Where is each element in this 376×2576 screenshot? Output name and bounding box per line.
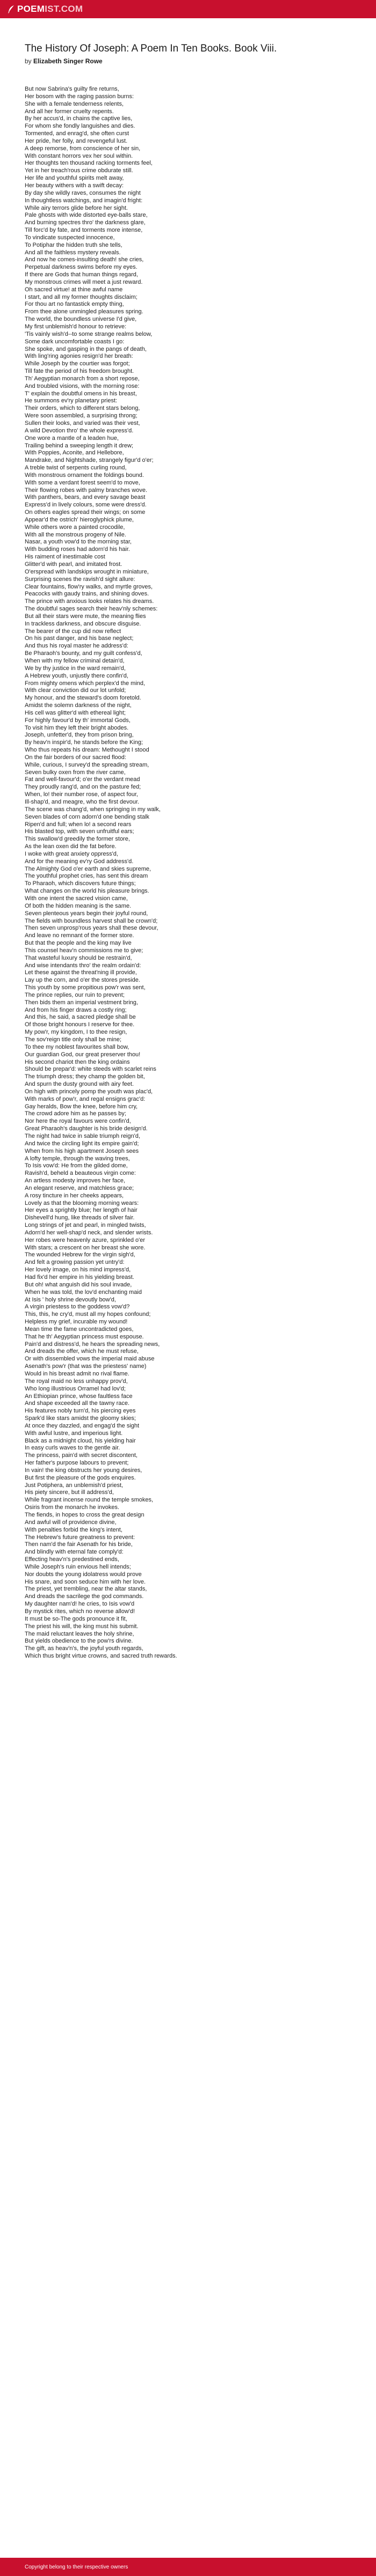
poem-line: Perpetual darkness swims before my eyes.: [25, 264, 138, 271]
poem-line: And from his finger draws a costly ring;: [25, 1006, 127, 1013]
poem-line: A treble twist of serpents curling round,: [25, 465, 127, 472]
poem-line: My pow'r, my kingdom, I to thee resign,: [25, 1029, 127, 1036]
poem-line: But oh! what anguish did his soul invade,: [25, 1281, 132, 1288]
poem-line: 'Tis vainly wish'd--to some strange realms below,: [25, 330, 153, 337]
poem-line: Were soon assembled, a surprising throng;: [25, 413, 138, 419]
poem-line: Her thoughts ten thousand racking torments feel,: [25, 160, 153, 167]
poem-line: A wild Devotion thro' the whole express'd.: [25, 427, 134, 434]
poem-line: Helpless my grief, incurable my wound!: [25, 1319, 128, 1326]
poem-line: At once they dazzled, and engag'd the sight: [25, 1422, 140, 1429]
poem-line: This counsel heav'n commissions me to give;: [25, 947, 143, 954]
poem-line: She spoke, and gasping in the pangs of death,: [25, 345, 147, 352]
poem-line: With constant horrors vex her soul within.: [25, 152, 133, 159]
poem-line: With marks of pow'r, and regal ensigns grac'd:: [25, 1095, 146, 1102]
poem-line: Tormented, and enrag'd, she often curst: [25, 130, 129, 137]
poem-line: Trailing behind a sweeping length it drew;: [25, 442, 133, 449]
poem-line: And spurn the dusty ground with airy feet.: [25, 1081, 134, 1088]
poem-line: While, curious, I survey'd the spreading stream,: [25, 761, 149, 768]
poem-line: The priest his will, the king must his submit.: [25, 1623, 139, 1630]
poem-line: Of those bright honours I reserve for thee.: [25, 1021, 135, 1028]
poem-line: And dreads the sacrilege the god commands.: [25, 1593, 144, 1600]
logo-text-main: POEM: [17, 4, 45, 14]
poem-line: When, lo! their number rose, of aspect four,: [25, 791, 138, 798]
poem-line: Appear'd the ostrich' hieroglyphick plume,: [25, 516, 134, 523]
poem-line: Black as a midnight cloud, his yielding hair: [25, 1437, 136, 1444]
poem-line: Express'd in lively colours, some were dress'd.: [25, 502, 147, 509]
poem-line: Great Pharaoh's daughter is his bride design'd.: [25, 1125, 148, 1132]
poem-line: With clear conviction did our lot unfold;: [25, 687, 126, 694]
poem-line: Her father's purpose labours to prevent;: [25, 1460, 129, 1467]
poem-line: In easy curls waves to the gentle air.: [25, 1445, 120, 1452]
poem-line: Would in his breast admit no rival flame.: [25, 1370, 129, 1377]
poem-line: His cell was glitter'd with ethereal light;: [25, 709, 126, 716]
poem-line: When with my fellow criminal detain'd,: [25, 657, 125, 664]
poem-line: An elegant reserve, and matchless grace;: [25, 1184, 134, 1191]
poem-line: And awful will of providence divine,: [25, 1519, 117, 1526]
poem-line: One wore a mantle of a leaden hue,: [25, 435, 119, 441]
poem-line: But first the pleasure of the gods enquires.: [25, 1474, 136, 1481]
poem-line: Effecting heav'n's predestined ends,: [25, 1556, 119, 1563]
poem-line: Her robes were heavenly azure, sprinkled o'er: [25, 1237, 146, 1243]
poem-line: And all the faithless mystery reveals.: [25, 249, 121, 256]
poem-line: Her life and youthful spirits melt away,: [25, 175, 124, 182]
poem-line: Or with dissembled vows the imperial maid abuse: [25, 1356, 155, 1363]
poem-line: Spark'd like stars amidst the gloomy skies;: [25, 1415, 136, 1422]
poem-line: What changes on the world his pleasure brings.: [25, 888, 149, 895]
poem-line: Pale ghosts with wide distorted eye-balls stare,: [25, 212, 148, 219]
poem-line: Th' Aegyptian monarch from a short repose,: [25, 375, 140, 382]
poem-line: While others wore a painted crocodile,: [25, 524, 125, 531]
poem-line: And dreads the offer, which he must refuse,: [25, 1348, 139, 1355]
poem-line: Oh sacred virtue! at thine awful name: [25, 286, 123, 293]
poem-line: On his past danger, and his base neglect;: [25, 635, 134, 642]
poem-line: While Joseph by the courtier was forgot;: [25, 360, 130, 367]
poem-line: His blasted top, with seven unfruitful ears;: [25, 828, 134, 835]
author-link[interactable]: Elizabeth Singer Rowe: [33, 57, 103, 65]
poem-line: He summons ev'ry planetary priest:: [25, 398, 118, 404]
poem-line: With Poppies, Aconite, and Hellebore,: [25, 450, 124, 457]
poem-line: From mighty omens which perplex'd the mind,: [25, 680, 146, 687]
poem-line: In thoughtless watchings, and imagin'd fright:: [25, 197, 143, 204]
poem-line: Joseph, unfetter'd, they from prison bring,: [25, 732, 134, 739]
poem-line: Nor here the royal favours were confin'd,: [25, 1118, 131, 1125]
poem-line: A virgin priestess to the goddess vow'd?: [25, 1304, 130, 1311]
poem-line: Ravish'd, beheld a beauteous virgin come:: [25, 1170, 136, 1177]
poem-line: This swallow'd greedily the former store,: [25, 836, 130, 843]
poem-line: Peacocks with gaudy trains, and shining doves.: [25, 591, 149, 598]
poem-body: [25, 86, 352, 1660]
poem-line: The youthful prophet cries, has sent this dream: [25, 873, 148, 880]
poem-line: Adorn'd her well-shap'd neck, and slender wrists.: [25, 1229, 153, 1236]
poem-line: On high with princely pomp the youth was plac'd,: [25, 1088, 153, 1095]
poem-line: Nasar, a youth vow'd to the morning star,: [25, 539, 132, 546]
poem-line: In vain! the king obstructs her young desires,: [25, 1467, 142, 1474]
poem-line: The scene was chang'd, when springing in my walk,: [25, 806, 161, 813]
poem-line: To Potiphar the hidden truth she tells,: [25, 241, 122, 248]
poem-line: Ill-shap'd, and meagre, who the first devour.: [25, 799, 140, 805]
poem-line: Till fate the period of his freedom brought.: [25, 368, 134, 375]
poem-line: The fields with boundless harvest shall be crown'd;: [25, 917, 158, 924]
poem-line: Some dark uncomfortable coasts I go:: [25, 338, 125, 345]
poem-line: T' explain the doubtful omens in his breast,: [25, 390, 137, 397]
poem-line: And troubled visions, with the morning rose:: [25, 382, 140, 389]
poem-line: And burning spectres thro' the darkness glare,: [25, 219, 146, 226]
poem-line: Glitter'd with pearl, and imitated frost.: [25, 561, 122, 568]
poem-line: That he th' Aegyptian princess must espouse.: [25, 1333, 144, 1340]
poem-line: While fragrant incense round the temple smokes,: [25, 1497, 154, 1504]
poem-line: Lay up the corn, and o'er the stores preside.: [25, 977, 140, 984]
poem-line: My honour, and the steward's doom foretold.: [25, 695, 141, 702]
poem-line: A lofty temple, through the waving trees,: [25, 1155, 130, 1162]
quill-icon: [8, 5, 15, 13]
poem-line: Be Pharaoh's bounty, and my guilt confess'd,: [25, 650, 142, 657]
poem-line: The wounded Hebrew for the virgin sigh'd,: [25, 1252, 135, 1258]
poem-line: Surprising scenes the ravish'd sight allure:: [25, 576, 135, 583]
byline: [25, 57, 352, 65]
poem-line: Her beauty withers with a swift decay:: [25, 182, 124, 189]
poem-line: And blindly with eternal fate comply'd:: [25, 1549, 124, 1556]
poem-line: His raiment of inestimable cost: [25, 554, 105, 561]
poem-line: His second chariot then the king ordains: [25, 1058, 130, 1065]
poem-line: And felt a growing passion yet untry'd:: [25, 1259, 125, 1266]
poem-line: Sullen their looks, and varied was their vest,: [25, 419, 140, 426]
poem-line: And leave no remnant of the former store.: [25, 932, 134, 939]
poem-line: As the lean oxen did the fat before.: [25, 843, 117, 850]
poem-line: With all the monstrous progeny of Nile.: [25, 531, 126, 538]
poem-line: I start, and all my former thoughts disclaim;: [25, 293, 138, 300]
poem-line: And twice the circling light its empire gain'd;: [25, 1140, 139, 1147]
poem-line: The fiends, in hopes to cross the great design: [25, 1512, 144, 1518]
poem-line: If there are Gods that human things regard,: [25, 271, 138, 278]
poem-line: Till forc'd by fate, and torments more intense,: [25, 227, 143, 234]
poem-line: On others eagles spread their wings; on some: [25, 509, 146, 516]
by-label: by: [25, 57, 32, 65]
poem-line: Who thus repeats his dream: Methought I stood: [25, 747, 149, 754]
poem-line: With some a verdant forest seem'd to move,: [25, 479, 140, 486]
poem-line: Seven blades of corn adorn'd one bending stalk: [25, 813, 150, 820]
poem-line: His snare, and soon seduce him with her love.: [25, 1578, 146, 1585]
site-footer: [0, 2558, 376, 2576]
poem-line: With budding roses had adorn'd his hair.: [25, 546, 130, 553]
poem-line: This, this, he cry'd, must all my hopes confound;: [25, 1311, 151, 1318]
poem-line: To Pharaoh, which discovers future things;: [25, 880, 136, 887]
poem-line: On the fair borders of our sacred flood:: [25, 754, 126, 761]
poem-line: Then seven unprosp'rous years shall these devour,: [25, 925, 158, 932]
poem-line: And wise intendants thro' the realm ordain'd:: [25, 962, 141, 969]
poem-line: The princess, pain'd with secret discontent,: [25, 1452, 138, 1459]
poem-line: Their flowing robes with palmy branches wove.: [25, 487, 148, 494]
poem-line: That wasteful luxury should be restrain'd,: [25, 954, 132, 961]
poem-line: And now he comes-insulting death! she cries,: [25, 256, 144, 263]
poem-line: Long strings of jet and pearl, in mingled twists,: [25, 1222, 146, 1229]
poem-line: And all her former cruelty repents.: [25, 108, 114, 115]
poem-line: With awful lustre, and imperious light.: [25, 1430, 123, 1437]
poem-line: With penalties forbid the king's intent,: [25, 1526, 122, 1533]
poem-line: Amidst the solemn darkness of the night,: [25, 702, 132, 709]
poem-line: Dishevell'd hung, like threads of silver fair.: [25, 1215, 135, 1221]
poem-line: She with a female tenderness relents,: [25, 100, 124, 107]
poem-line: This youth by some propitious pow'r was sent,: [25, 984, 146, 991]
poem-line: A Hebrew youth, unjustly there confin'd,: [25, 672, 128, 679]
poem-line: Seven plenteous years begin their joyful round,: [25, 910, 148, 917]
poem-line: And thus his royal master he address'd:: [25, 643, 128, 650]
poem-line: And for the meaning ev'ry God address'd.: [25, 858, 134, 865]
poem-line: Then nam'd the fair Asenath for his bride,: [25, 1541, 133, 1548]
poem-line: An Ethiopian prince, whose faultless face: [25, 1393, 133, 1400]
poem-line: Their orders, which to different stars belong,: [25, 405, 140, 412]
poem-line: But now Sabrina's guilty fire returns,: [25, 86, 119, 92]
poem-line: Which thus bright virtue crowns, and sacred truth rewards.: [25, 1653, 177, 1660]
poem-line: They proudly rang'd, and on the pasture fed;: [25, 784, 141, 791]
poem-line: Mean time the fame uncontradicted goes,: [25, 1326, 134, 1333]
poem-line: And this, he said, a sacred pledge shall be: [25, 1014, 136, 1021]
poem-line: Just Potiphera, an unblemish'd priest,: [25, 1482, 124, 1489]
poem-line: Asenath's pow'r (that was the priestess' name): [25, 1363, 147, 1370]
poem-line: O'erspread with landskips wrought in miniature,: [25, 568, 149, 575]
poem-line: From thee alone unmingled pleasures spring.: [25, 308, 143, 315]
poem-line: My first unblemish'd honour to retrieve:: [25, 323, 127, 330]
poem-line: Her bosom with the raging passion burns:: [25, 93, 134, 100]
poem-line: By heav'n inspir'd, he stands before the King;: [25, 739, 143, 746]
poem-line: The world, the boundless universe I'd give,: [25, 316, 137, 323]
poem-line: The priest, yet trembling, near the altar stands,: [25, 1586, 147, 1593]
poem-line: To thee my noblest favourites shall bow,: [25, 1043, 129, 1050]
poem-line: Lovely as that the blooming morning wears:: [25, 1199, 139, 1206]
poem-line: The Almighty God o'er earth and skies supreme,: [25, 865, 151, 872]
poem-line: His features nobly turn'd, his piercing eyes: [25, 1408, 136, 1415]
poem-line: To visit him they left their bright abodes.: [25, 724, 129, 731]
poem-line: It must be so-The gods pronounce it fit,: [25, 1615, 127, 1622]
poem-line: But that the people and the king may live: [25, 940, 132, 947]
poem-line: By her accus'd, in chains the captive lies,: [25, 115, 133, 122]
poem-line: Of both the hidden meaning is the same.: [25, 902, 132, 909]
poem-line: Nor doubts the young idolatress would prove: [25, 1571, 142, 1578]
poem-line: To Isis vow'd: He from the gilded dome,: [25, 1162, 128, 1169]
poem-line: My daughter nam'd! he cries, to Isis vow'd: [25, 1601, 135, 1608]
poem-content: [25, 43, 352, 1660]
poem-line: By mystick rites, which no reverse allow'd!: [25, 1608, 135, 1615]
poem-line: The Hebrew's future greatness to prevent:: [25, 1534, 135, 1541]
poem-line: For highly favour'd by th' immortal Gods,: [25, 717, 131, 724]
poem-line: With monstrous ornament the foldings bound.: [25, 472, 144, 479]
poem-line: The maid reluctant leaves the holy shrine,: [25, 1630, 134, 1637]
poem-line: I woke with great anxiety oppress'd,: [25, 850, 118, 857]
poem-line: A rosy tincture in her cheeks appears,: [25, 1192, 124, 1199]
poem-line: Our guardian God, our great preserver thou!: [25, 1051, 141, 1058]
poem-line: The sov'reign title only shall be mine;: [25, 1036, 122, 1043]
poem-line: The triumph dress; they champ the golden bit,: [25, 1073, 145, 1080]
poem-line: Clear fountains, flow'ry walks, and myrtle groves,: [25, 583, 153, 590]
poem-line: With stars; a crescent on her breast she wore.: [25, 1244, 146, 1251]
poem-line: Who long illustrious Orramel had lov'd;: [25, 1385, 126, 1392]
poem-line: By day she wildly raves, consumes the night: [25, 189, 141, 196]
poem-line: And shape exceeded all the tawny race.: [25, 1400, 130, 1407]
poem-line: Had fix'd her empire in his yielding breast.: [25, 1274, 134, 1280]
poem-line: Seven bulky oxen from the river came,: [25, 769, 126, 776]
poem-line: Should be prepar'd: white steeds with scarlet reins: [25, 1066, 156, 1073]
poem-line: Let these against the threat'ning ill provide,: [25, 969, 137, 976]
poem-line: While airy terrors glide before her sight.: [25, 204, 128, 211]
poem-line: We by thy justice in the ward remain'd,: [25, 665, 126, 672]
poem-line: The night had twice in sable triumph reign'd,: [25, 1132, 140, 1139]
poem-line: When he was told, the lov'd enchanting maid: [25, 1289, 142, 1296]
poem-line: In trackless darkness, and obscure disguise.: [25, 620, 141, 627]
poem-title: The History Of Joseph: A Poem In Ten Books. Book Viii.: [25, 43, 277, 54]
poem-line: While Joseph's ruin envious hell intends;: [25, 1563, 131, 1570]
poem-line: Pain'd and distress'd, he hears the spreading news,: [25, 1341, 160, 1348]
poem-line: The doubtful sages search their heav'nly schemes:: [25, 606, 158, 613]
poem-line: An artless modesty improves her face,: [25, 1177, 126, 1184]
poem-line: Gay heralds, Bow the knee, before him cry,: [25, 1103, 138, 1110]
logo-text-tld: IST.COM: [45, 4, 83, 14]
poem-line: But yields obedience to the pow'rs divine.: [25, 1638, 133, 1645]
poem-line: The prince with anxious looks relates his dreams.: [25, 598, 154, 605]
poem-line: To vindicate suspected innocence,: [25, 234, 115, 241]
copyright-text: Copyright belong to their respective owners: [25, 2564, 128, 2570]
site-logo[interactable]: [8, 4, 83, 14]
poem-line: A deep remorse, from conscience of her sin,: [25, 145, 141, 152]
poem-line: But all their stars were mute, the meaning flies: [25, 613, 146, 620]
poem-line: Yet in her treach'rous crime obdurate still.: [25, 167, 133, 174]
poem-line: The royal maid no less unhappy prov'd,: [25, 1378, 128, 1385]
poem-line: Her pride, her folly, and revengeful lust.: [25, 137, 128, 144]
poem-line: With panthers, bears, and every savage beast: [25, 494, 146, 501]
poem-line: The crowd adore him as he passes by;: [25, 1110, 126, 1117]
poem-line: Her lovely image, on his mind impress'd,: [25, 1267, 131, 1274]
poem-line: For thou art no fantastick empty thing,: [25, 301, 124, 308]
poem-line: Mandrake, and Nightshade, strangely figur'd o'er;: [25, 457, 154, 464]
poem-line: With ling'ring agonies resign'd her breath:: [25, 353, 133, 360]
poem-line: When from his high apartment Joseph sees: [25, 1147, 139, 1154]
poem-line: His piety sincere, but ill address'd,: [25, 1489, 114, 1496]
poem-line: Her eyes a sprightly blue; her length of hair: [25, 1207, 138, 1214]
poem-line: Then bids them an imperial vestment bring,: [25, 999, 138, 1006]
poem-line: With one intent the sacred vision came,: [25, 895, 128, 902]
poem-line: The gift, as heav'n's, the joyful youth regards,: [25, 1645, 143, 1652]
poem-line: Fat and well-favour'd; o'er the verdant mead: [25, 776, 140, 783]
poem-line: My monstrous crimes will meet a just reward.: [25, 278, 143, 285]
poem-line: For whom she fondly languishes and dies.: [25, 123, 135, 130]
poem-line: Ripen'd and full; when lo! a second rears: [25, 821, 132, 828]
poem-line: The prince replies, our ruin to prevent;: [25, 991, 125, 998]
poem-line: Osiris from the monarch he invokes.: [25, 1504, 120, 1511]
poem-line: At Isis ' holy shrine devoutly bow'd,: [25, 1296, 116, 1303]
site-header: [0, 0, 376, 18]
poem-line: The bearer of the cup did now reflect: [25, 628, 121, 635]
